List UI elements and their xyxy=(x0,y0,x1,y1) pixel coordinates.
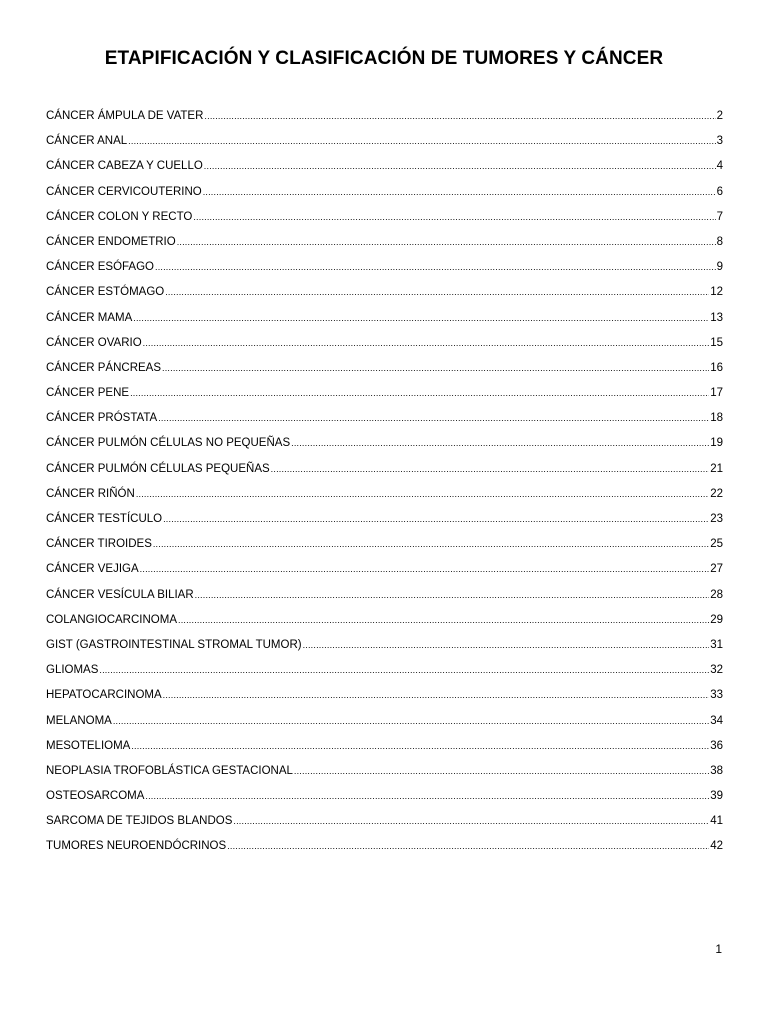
toc-entry-page-number: 4 xyxy=(716,160,723,173)
toc-entry-label: CÁNCER PRÓSTATA xyxy=(46,412,158,425)
toc-entry-label: CÁNCER CABEZA Y CUELLO xyxy=(46,160,203,173)
toc-entry-page-number: 8 xyxy=(716,235,723,248)
toc-entry-label: GIST (GASTROINTESTINAL STROMAL TUMOR) xyxy=(46,638,302,651)
toc-entry-page-number: 28 xyxy=(710,588,723,601)
toc-entry-page-number: 9 xyxy=(716,261,723,274)
toc-entry[interactable] xyxy=(46,709,723,734)
toc-entry[interactable] xyxy=(46,734,723,759)
toc-dot-leader xyxy=(195,583,710,608)
toc-entry-label: CÁNCER MAMA xyxy=(46,311,133,324)
toc-entry[interactable] xyxy=(46,482,723,507)
toc-entry-page-number: 21 xyxy=(710,462,723,475)
document-title: ETAPIFICACIÓN Y CLASIFICACIÓN DE TUMORES Y CÁNCER xyxy=(104,48,664,69)
toc-entry[interactable] xyxy=(46,104,723,129)
toc-entry-page-number: 7 xyxy=(716,210,723,223)
toc-entry-page-number: 17 xyxy=(710,387,723,400)
toc-dot-leader xyxy=(163,507,709,532)
toc-entry-page-number: 22 xyxy=(710,487,723,500)
toc-dot-leader xyxy=(204,154,716,179)
toc-entry-page-number: 18 xyxy=(710,412,723,425)
toc-entry[interactable] xyxy=(46,406,723,431)
toc-dot-leader xyxy=(140,557,710,582)
toc-entry-label: CÁNCER PULMÓN CÉLULAS NO PEQUEÑAS xyxy=(46,437,291,450)
toc-dot-leader xyxy=(136,482,709,507)
toc-entry-page-number: 29 xyxy=(710,613,723,626)
toc-dot-leader xyxy=(227,834,709,859)
toc-dot-leader xyxy=(133,306,709,331)
toc-entry[interactable] xyxy=(46,154,723,179)
toc-dot-leader xyxy=(130,381,709,406)
toc-dot-leader xyxy=(162,356,709,381)
toc-entry[interactable] xyxy=(46,457,723,482)
toc-dot-leader xyxy=(158,406,709,431)
toc-entry-label: NEOPLASIA TROFOBLÁSTICA GESTACIONAL xyxy=(46,764,293,777)
toc-entry[interactable] xyxy=(46,834,723,859)
toc-entry[interactable] xyxy=(46,583,723,608)
toc-entry-label: CÁNCER PENE xyxy=(46,387,130,400)
toc-entry[interactable] xyxy=(46,331,723,356)
toc-entry-page-number: 42 xyxy=(710,840,723,853)
toc-entry-page-number: 38 xyxy=(710,764,723,777)
toc-entry-label: CÁNCER CERVICOUTERINO xyxy=(46,185,202,198)
toc-dot-leader xyxy=(294,759,709,784)
toc-entry-page-number: 13 xyxy=(710,311,723,324)
toc-entry-page-number: 33 xyxy=(710,689,723,702)
toc-entry[interactable] xyxy=(46,633,723,658)
toc-dot-leader xyxy=(271,457,710,482)
toc-entry-page-number: 34 xyxy=(710,714,723,727)
toc-entry[interactable] xyxy=(46,759,723,784)
toc-entry[interactable] xyxy=(46,557,723,582)
toc-dot-leader xyxy=(291,431,709,456)
toc-entry-label: COLANGIOCARCINOMA xyxy=(46,613,177,626)
toc-entry[interactable] xyxy=(46,532,723,557)
toc-entry-label: CÁNCER OVARIO xyxy=(46,336,142,349)
toc-dot-leader xyxy=(203,180,716,205)
toc-entry-label: HEPATOCARCINOMA xyxy=(46,689,162,702)
toc-dot-leader xyxy=(143,331,710,356)
toc-entry-label: CÁNCER ENDOMETRIO xyxy=(46,235,176,248)
toc-entry[interactable] xyxy=(46,306,723,331)
toc-entry[interactable] xyxy=(46,809,723,834)
toc-entry-label: CÁNCER COLON Y RECTO xyxy=(46,210,193,223)
toc-entry[interactable] xyxy=(46,280,723,305)
toc-entry-page-number: 32 xyxy=(710,664,723,677)
toc-entry-label: CÁNCER RIÑÓN xyxy=(46,487,135,500)
toc-entry[interactable] xyxy=(46,230,723,255)
toc-dot-leader xyxy=(128,129,715,154)
toc-entry-page-number: 25 xyxy=(710,538,723,551)
toc-entry[interactable] xyxy=(46,507,723,532)
toc-entry-page-number: 36 xyxy=(710,739,723,752)
toc-entry-label: MESOTELIOMA xyxy=(46,739,131,752)
toc-entry[interactable] xyxy=(46,255,723,280)
toc-dot-leader xyxy=(155,255,716,280)
toc-dot-leader xyxy=(99,658,709,683)
toc-dot-leader xyxy=(177,230,716,255)
toc-entry[interactable] xyxy=(46,180,723,205)
toc-entry-label: CÁNCER VEJIGA xyxy=(46,563,139,576)
toc-entry-label: TUMORES NEUROENDÓCRINOS xyxy=(46,840,227,853)
toc-entry-page-number: 19 xyxy=(710,437,723,450)
toc-entry-label: CÁNCER TESTÍCULO xyxy=(46,513,163,525)
toc-entry-page-number: 2 xyxy=(716,110,723,122)
toc-entry[interactable] xyxy=(46,356,723,381)
toc-entry[interactable] xyxy=(46,683,723,708)
toc-entry[interactable] xyxy=(46,608,723,633)
toc-entry-label: MELANOMA xyxy=(46,714,112,727)
toc-dot-leader xyxy=(113,709,709,734)
toc-dot-leader xyxy=(193,205,715,230)
toc-dot-leader xyxy=(303,633,710,658)
toc-entry-label: SARCOMA DE TEJIDOS BLANDOS xyxy=(46,815,233,828)
toc-entry-page-number: 3 xyxy=(716,135,723,148)
toc-entry-page-number: 23 xyxy=(710,513,723,525)
toc-entry[interactable] xyxy=(46,205,723,230)
page-number: 1 xyxy=(715,942,722,956)
toc-entry-page-number: 15 xyxy=(710,336,723,349)
toc-entry-label: OSTEOSARCOMA xyxy=(46,790,145,803)
toc-entry-page-number: 39 xyxy=(710,790,723,803)
toc-dot-leader xyxy=(165,280,709,305)
toc-entry-label: GLIOMAS xyxy=(46,664,99,677)
toc-entry-label: CÁNCER VESÍCULA BILIAR xyxy=(46,588,194,601)
table-of-contents xyxy=(46,104,723,860)
toc-entry[interactable] xyxy=(46,381,723,406)
toc-entry-label: CÁNCER ESTÓMAGO xyxy=(46,286,165,299)
toc-dot-leader xyxy=(131,734,709,759)
toc-entry[interactable] xyxy=(46,784,723,809)
toc-dot-leader xyxy=(153,532,709,557)
toc-dot-leader xyxy=(178,608,709,633)
toc-entry-label: CÁNCER PÁNCREAS xyxy=(46,361,162,374)
toc-entry-page-number: 6 xyxy=(716,185,723,198)
toc-entry[interactable] xyxy=(46,431,723,456)
toc-entry-page-number: 31 xyxy=(710,638,723,651)
toc-entry-label: CÁNCER PULMÓN CÉLULAS PEQUEÑAS xyxy=(46,462,270,475)
toc-dot-leader xyxy=(233,809,709,834)
toc-dot-leader xyxy=(145,784,709,809)
toc-dot-leader xyxy=(204,104,715,129)
toc-entry-label: CÁNCER TIROIDES xyxy=(46,538,152,551)
toc-entry[interactable] xyxy=(46,129,723,154)
toc-entry-page-number: 16 xyxy=(710,361,723,374)
toc-entry[interactable] xyxy=(46,658,723,683)
toc-entry-label: CÁNCER ÁMPULA DE VATER xyxy=(46,110,204,122)
toc-entry-label: CÁNCER ANAL xyxy=(46,135,128,148)
toc-dot-leader xyxy=(163,683,710,708)
toc-entry-label: CÁNCER ESÓFAGO xyxy=(46,261,154,274)
toc-entry-page-number: 27 xyxy=(710,563,723,576)
toc-entry-page-number: 12 xyxy=(710,286,723,299)
toc-entry-page-number: 41 xyxy=(710,815,723,828)
